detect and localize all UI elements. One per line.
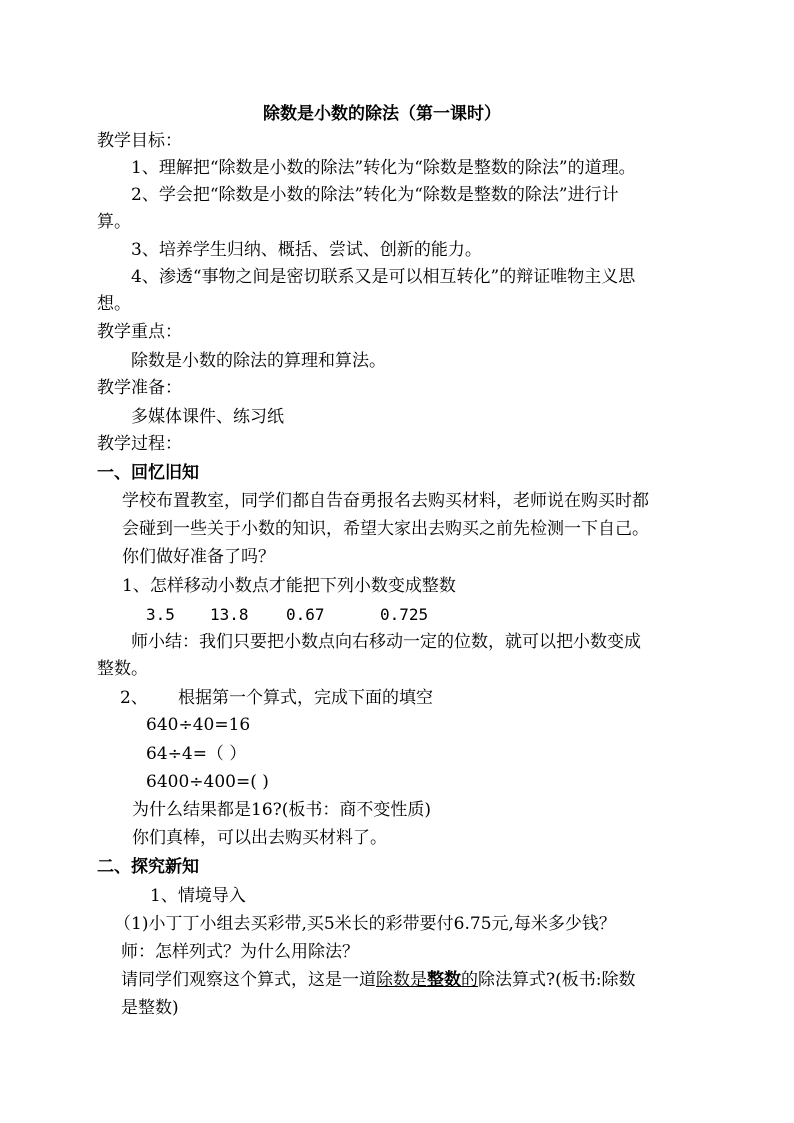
paragraph: 你们做好准备了吗？ — [122, 547, 275, 567]
process-heading: 教学过程： — [97, 434, 182, 454]
summary: 师小结：我们只要把小数点向右移动一定的位数，就可以把小数变成 — [131, 632, 641, 652]
page-title: 除数是小数的除法（第一课时） — [263, 104, 501, 124]
question-why: 为什么结果都是16?(板书：商不变性质) — [132, 800, 432, 820]
goal-item: 4、渗透“事物之间是密切联系又是可以相互转化”的辩证唯物主义思 — [131, 267, 636, 287]
section1-heading: 一、回忆旧知 — [97, 463, 199, 483]
equation: 640÷40=16 — [146, 715, 251, 735]
goal-item: 算。 — [97, 212, 131, 232]
paragraph: 学校布置教室，同学们都自告奋勇报名去购买材料，老师说在购买时都 — [122, 491, 649, 511]
question-1: 1、怎样移动小数点才能把下列小数变成整数 — [122, 576, 456, 596]
section2-heading: 二、探究新知 — [97, 857, 199, 877]
equation: 6400÷400=( ) — [146, 772, 269, 792]
goals-heading: 教学目标： — [97, 131, 182, 151]
prep-text: 多媒体课件、练习纸 — [131, 407, 284, 427]
number: 3.5 — [146, 605, 175, 624]
paragraph: 会碰到一些关于小数的知识，希望大家出去购买之前先检测一下自己。 — [122, 519, 649, 539]
goal-item: 1、理解把“除数是小数的除法”转化为“除数是整数的除法”的道理。 — [131, 158, 636, 178]
teacher-question: 师：怎样列式？为什么用除法？ — [121, 942, 359, 962]
number: 0.67 — [286, 605, 325, 624]
underlined-term-bold: 整数 — [427, 970, 461, 990]
number: 0.725 — [380, 605, 429, 624]
observe-line — [121, 969, 635, 991]
goal-item: 3、培养学生归纳、概括、尝试、创新的能力。 — [131, 240, 482, 260]
question-2-text: 根据第一个算式，完成下面的填空 — [178, 688, 433, 708]
prep-heading: 教学准备： — [97, 378, 182, 398]
number: 13.8 — [210, 605, 249, 624]
underlined-term: 的 — [461, 970, 478, 990]
summary: 整数。 — [97, 659, 148, 679]
goal-item: 想。 — [97, 294, 131, 314]
praise: 你们真棒，可以出去购买材料了。 — [132, 828, 387, 848]
observe-text: 除法算式?(板书:除数 — [478, 970, 636, 990]
underlined-term: 除数是 — [376, 970, 427, 990]
key-heading: 教学重点： — [97, 322, 182, 342]
observe-text: 请同学们观察这个算式，这是一道 — [121, 970, 376, 990]
key-text: 除数是小数的除法的算理和算法。 — [131, 351, 386, 371]
goal-item: 2、学会把“除数是小数的除法”转化为“除数是整数的除法”进行计 — [131, 185, 619, 205]
equation: 64÷4=（ ） — [146, 744, 247, 764]
observe-line-2: 是整数) — [121, 998, 179, 1018]
subsection-heading: 1、情境导入 — [150, 886, 246, 906]
question-2-number: 2、 — [120, 688, 148, 708]
problem-text: （1)小丁丁小组去买彩带,买5米长的彩带要付6.75元,每米多少钱？ — [114, 914, 616, 934]
